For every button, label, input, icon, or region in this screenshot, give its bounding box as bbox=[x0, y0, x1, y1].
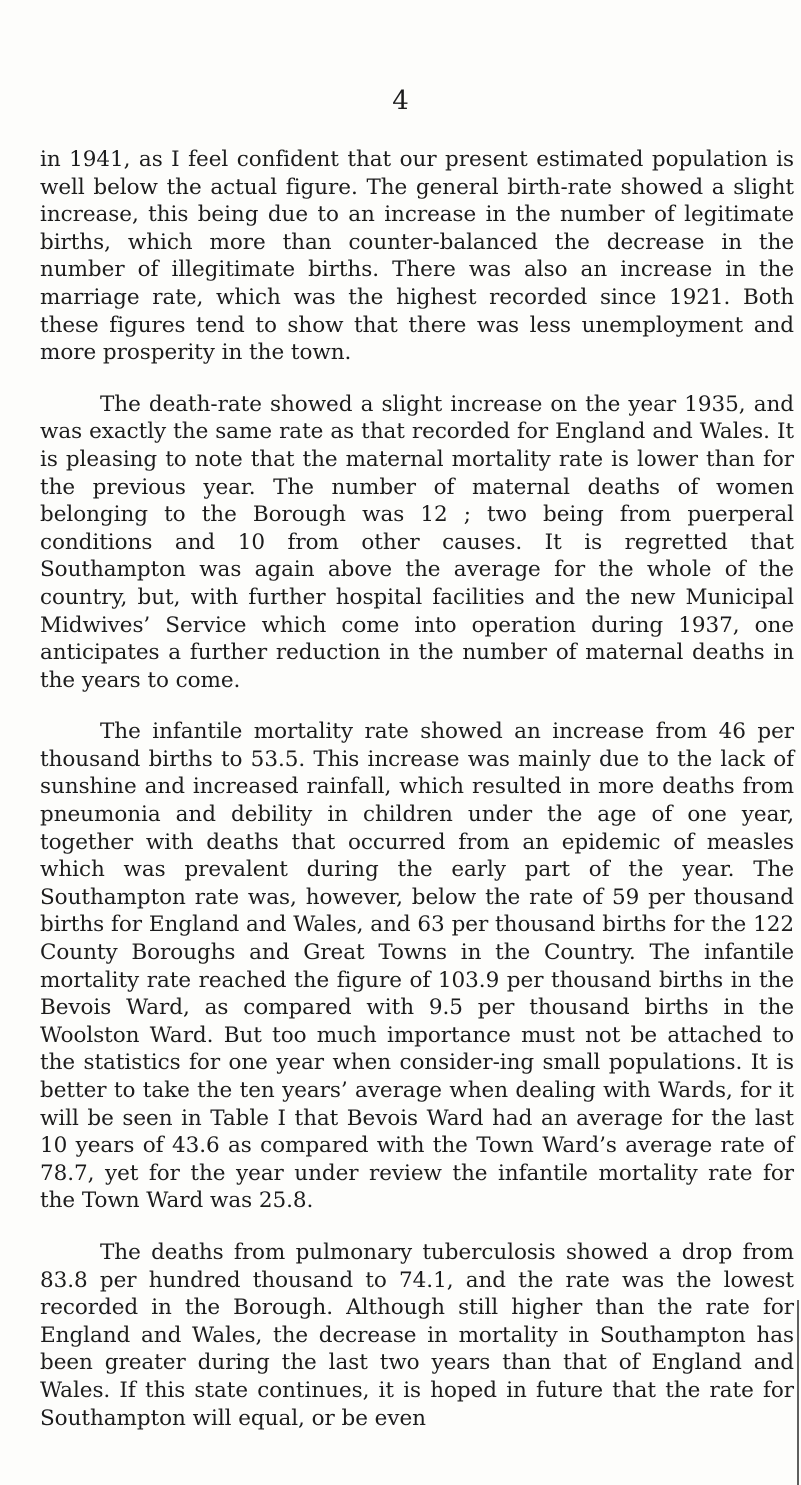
paragraph-death-rate: The death-rate showed a slight increase on the year 1935, and was exactly the same rate as that recorded for England and Wales. It is pleasing to note that the maternal mortality rate is lower than for the previous year. The number of maternal deaths of women belonging to the Borough was 12 ; two being from puerperal conditions and 10 from other causes. It is regretted that Southampton was again above the average for the whole of the country, but, with further hospital facilities and the new Municipal Midwives’ Service which come into operation during 1937, one anticipates a further reduction in the number of maternal deaths in the years to come. bbox=[40, 391, 794, 693]
paragraph-population-continuation: in 1941, as I feel confident that our present estimated population is well below the actual figure. The general birth-rate showed a slight increase, this being due to an increase in the number of legitimate births, which more than counter-balanced the decrease in the number of illegitimate births. There was also an increase in the marriage rate, which was the highest recorded since 1921. Both these figures tend to show that there was less unemployment and more prosperity in the town. bbox=[40, 147, 794, 366]
page-number: 4 bbox=[392, 86, 409, 116]
paragraph-pulmonary-tuberculosis: The deaths from pulmonary tuberculosis showed a drop from 83.8 per hundred thousand to 74.1, and the rate was the lowest recorded in the Borough. Although still higher than the rate for England and Wales, the decrease in mortality in Southampton has been greater during the last two years than that of England and Wales. If this state continues, it is hoped in future that the rate for Southampton will equal, or be even bbox=[40, 1239, 794, 1431]
body-text bbox=[40, 146, 794, 1456]
page-edge-shadow bbox=[797, 1300, 799, 1485]
paragraph-infantile-mortality: The infantile mortality rate showed an increase from 46 per thousand births to 53.5. This increase was mainly due to the lack of sunshine and increased rainfall, which resulted in more deaths from pneumonia and debility in children under the age of one year, together with deaths that occurred from an epidemic of measles which was prevalent during the early part of the year. The Southampton rate was, however, below the rate of 59 per thousand births for England and Wales, and 63 per thousand births for the 122 County Boroughs and Great Towns in the Country. The infantile mortality rate reached the figure of 103.9 per thousand births in the Bevois Ward, as compared with 9.5 per thousand births in the Woolston Ward. But too much importance must not be attached to the statistics for one year when consider-ing small populations. It is better to take the ten years’ average when dealing with Wards, for it will be seen in Table I that Bevois Ward had an average for the last 10 years of 43.6 as compared with the Town Ward’s average rate of 78.7, yet for the year under review the infantile mortality rate for the Town Ward was 25.8. bbox=[40, 719, 794, 1214]
